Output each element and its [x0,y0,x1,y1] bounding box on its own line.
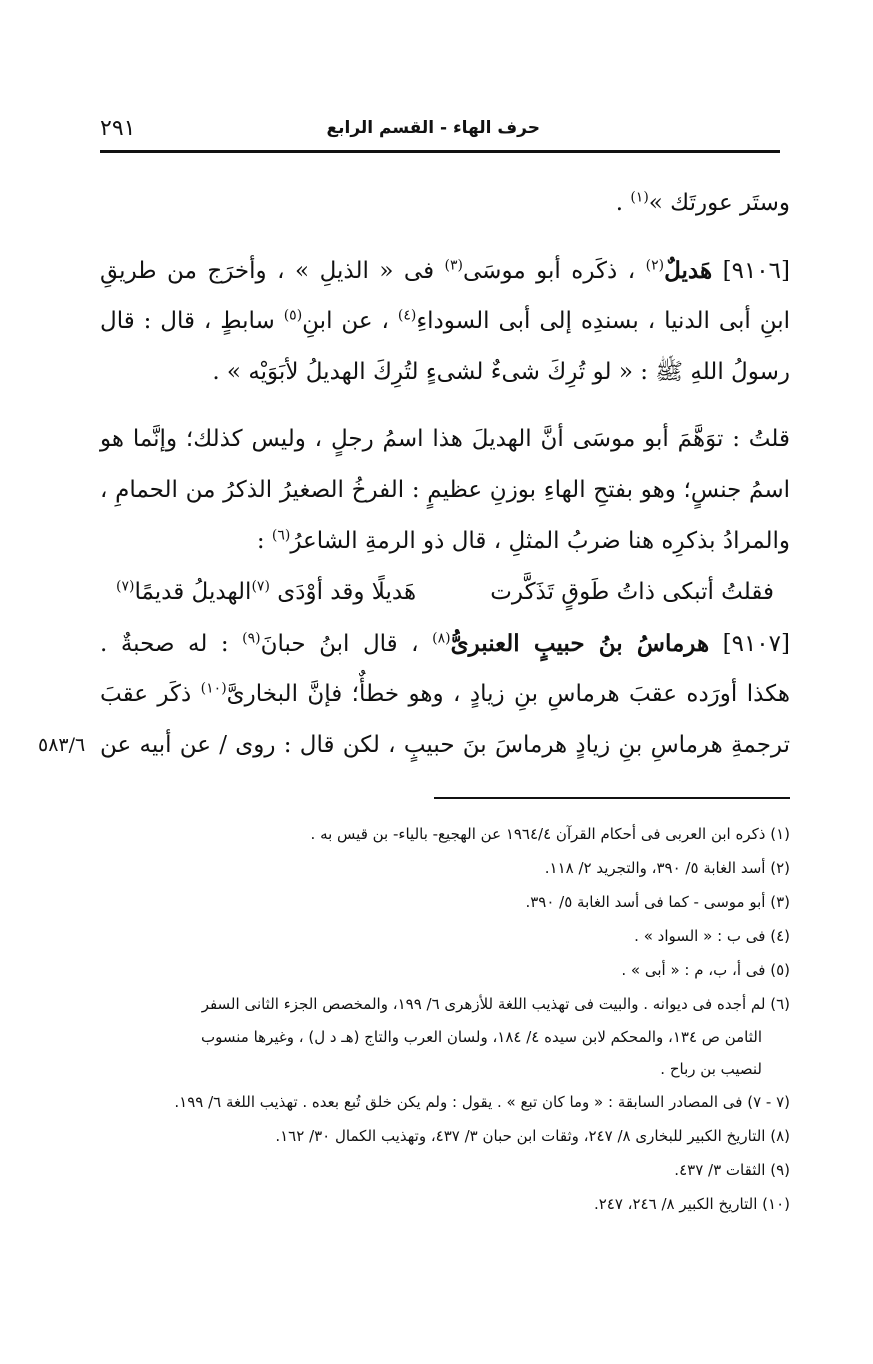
footnote-ref: (٣) [444,257,464,274]
footnote-ref: (٢) [645,257,665,274]
header-title: حرف الهاء - القسم الرابع [326,118,540,138]
text-line: هكذا أورَده عقبَ هرماسِ بنِ زيادٍ ، وهو خطأٌ؛ فإنَّ البخارىَّ$^{(١٠)}$ ذكَر عقبَ [100,680,790,707]
poetry-verse [100,567,790,618]
text-line: اسمُ جنسٍ؛ وهو بفتحِ الهاءِ بوزنِ عظيمٍ : الفرخُ الصغيرُ الذكرُ من الحمامِ ، [100,477,790,503]
text-line: ابنِ أبى الدنيا ، بسندِه إلى أبى السوداءِ$^{(٤)}$ ، عن ابنِ$^{(٥)}$ سابطٍ ، قال : قال [100,307,790,334]
footnote-ref: (٦) [271,527,291,544]
footnote-ref: (١) [630,189,649,206]
entry-9106-line: [٩١٠٦] هَديلٌ$^{(٢)}$ ، ذكَره أبو موسَى$^{(٣)}$ فى « الذيلِ » ، وأخرَج من طريقِ [100,257,790,284]
footnote: (٢) أسد الغابة ٥/ ٣٩٠، والتجريد ٢/ ١١٨. [544,859,790,877]
entry-headword: هَديلٌ [664,257,713,284]
text-line: رسولُ اللهِ ﷺ : « لو تُرِكَ شىءٌ لشىءٍ لتُرِكَ الهديلُ لأبَوَيْه » . [212,359,790,385]
text-line: ترجمةِ هرماسِ بنِ زيادٍ هرماسَ بنَ حبيبٍ ، لكن قال : روى / عن أبيه عن ٥٨٣/٦ [100,720,790,771]
footnote: (٣) أبو موسى - كما فى أسد الغابة ٥/ ٣٩٠. [525,893,790,911]
header-rule [100,150,780,153]
footnote: (٥) فى أ، ب، م : « أبى » . [621,961,790,979]
text-line: والمرادُ بذكرِه هنا ضربُ المثلِ ، قال ذو الرمةِ الشاعرُ$^{(٦)}$ : [256,527,790,554]
running-header [100,112,780,146]
footnote: (٧ - ٧) فى المصادر السابقة : « وما كان تبع » . يقول : ولم يكن خلق تُبع بعده . تهذيب اللغة ٦/ ١٩٩. [174,1093,790,1111]
footnote-ref: (٧) [251,578,270,595]
page-number: ٢٩١ [100,116,136,141]
footnote: (١) ذكره ابن العربى فى أحكام القرآن ١٩٦٤/٤ عن الهجيع- بالياء- بن قيس به . [310,825,790,843]
text-line: قلتُ : توَهَّمَ أبو موسَى أنَّ الهديلَ هذا اسمُ رجلٍ ، وليس كذلك؛ وإنَّما هو [100,426,790,452]
verse-second-hemistich: هَديلًا وقد أوْدَى $^{(٧)}$الهديلُ قديمًا$^{(٧)}$ [116,578,417,605]
footnote-separator [434,797,790,799]
margin-reference: ٥٨٣/٦ [38,734,86,756]
main-text [38,178,790,771]
footnote-ref: (٤) [397,307,417,324]
entry-headword: هرماسُ بنُ حبيبٍ العنبرىُّ [450,630,710,657]
text-line: وستَر عورتَك »$^{(١)}$ . [615,189,790,216]
footnote-ref: (٧) [116,578,135,595]
footnote: (٩) الثقات ٣/ ٤٣٧. [674,1161,790,1179]
verse-first-hemistich: فقلتُ أتبكى ذاتُ طَوقٍ تَذَكَّرت [490,579,774,605]
footnote: (٨) التاريخ الكبير للبخارى ٨/ ٢٤٧، وثقات ابن حبان ٣/ ٤٣٧، وتهذيب الكمال ٣٠/ ١٦٢. [275,1127,790,1145]
footnote: (٤) فى ب : « السواد » . [634,927,790,945]
footnote-ref: (٩) [242,630,261,647]
footnote-ref: (١٠) [200,680,227,697]
footnote-ref: (٥) [283,307,303,324]
entry-9107-line: [٩١٠٧] هرماسُ بنُ حبيبٍ العنبرىُّ$^{(٨)}$ ، قال ابنُ حبانَ$^{(٩)}$ : له صحبةٌ . [100,630,790,657]
footnote: (٦) لم أجده فى ديوانه . والبيت فى تهذيب اللغة للأزهرى ٦/ ١٩٩، والمخصص الجزء الثانى السفر [201,995,790,1013]
footnotes [100,817,790,1221]
footnote-continuation: لنصيب بن رباح . [660,1060,762,1078]
footnote: (١٠) التاريخ الكبير ٨/ ٢٤٦، ٢٤٧. [593,1195,790,1213]
footnote-ref: (٨) [432,630,451,647]
footnote-continuation: الثامن ص ١٣٤، والمحكم لابن سيده ٤/ ١٨٤، ولسان العرب والتاج (هـ د ل) ، وغيرها منسوب [201,1028,762,1046]
